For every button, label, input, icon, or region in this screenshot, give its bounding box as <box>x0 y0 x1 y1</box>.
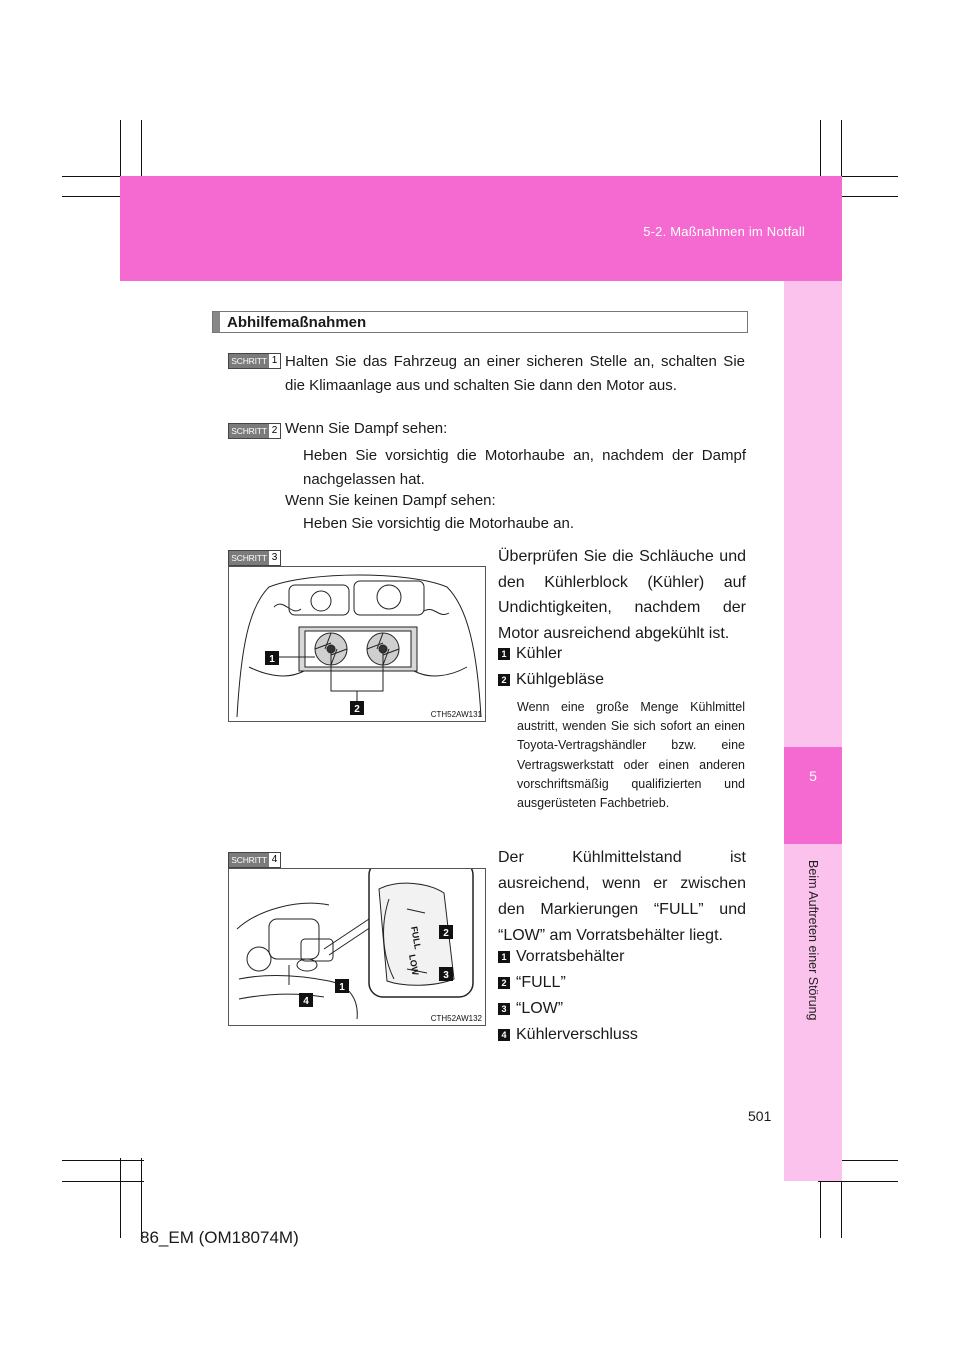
step-badge-2 <box>228 423 281 439</box>
note-text: Wenn eine große Menge Kühlmittel austritt, wenden Sie sich sofort an einen Toyota-Vertragshändler bzw. eine Vertragswerkstatt oder einen anderen vorschriftsmäßig qualifizierten und ausgerüsteten Fachbetrieb. <box>517 700 745 811</box>
legend-number: 2 <box>498 674 510 686</box>
reservoir-figure <box>228 868 486 1026</box>
crop-mark <box>818 1181 898 1182</box>
legend-item <box>498 1026 638 1044</box>
legend-label: Kühlerverschluss <box>516 1026 638 1043</box>
figure-code: CTH52AW131 <box>430 710 482 719</box>
step-2-label-b: Wenn Sie keinen Dampf sehen: <box>285 492 496 509</box>
legend-item <box>498 948 625 966</box>
svg-text:3: 3 <box>443 970 449 981</box>
legend-item <box>498 1000 563 1018</box>
remedy-heading: Abhilfemaßnahmen <box>227 314 367 331</box>
chapter-number: 5 <box>809 768 817 784</box>
crop-mark <box>62 1160 144 1161</box>
legend-number: 1 <box>498 648 510 660</box>
step-number: 1 <box>269 354 280 368</box>
document-code: 86_EM (OM18074M) <box>140 1228 299 1247</box>
side-tab-active <box>784 747 842 844</box>
engine-bay-illustration <box>229 567 486 722</box>
legend-item <box>498 645 562 663</box>
step-word: SCHRITT <box>229 551 269 565</box>
reservoir-illustration <box>229 869 486 1026</box>
svg-text:1: 1 <box>339 982 345 993</box>
step-1-body: Halten Sie das Fahrzeug an einer sicheren Stelle an, schalten Sie die Klimaanlage aus und schalten Sie dann den Motor aus. <box>285 353 745 394</box>
legend-label: Kühlgebläse <box>516 671 605 688</box>
step-word: SCHRITT <box>229 853 269 867</box>
step-2-text-a: Heben Sie vorsichtig die Motorhaube an, nachdem der Dampf nachgelassen hat. <box>303 447 746 488</box>
radiator-figure <box>228 566 486 722</box>
svg-text:4: 4 <box>303 996 309 1007</box>
figure-code: CTH52AW132 <box>430 1014 482 1023</box>
step-number: 3 <box>269 551 280 565</box>
step-badge-1 <box>228 353 281 369</box>
step-number: 4 <box>269 853 280 867</box>
legend-item <box>498 671 604 689</box>
legend-number: 1 <box>498 951 510 963</box>
legend-label: Kühler <box>516 645 563 662</box>
heading-bar <box>213 312 220 332</box>
legend-label: “LOW” <box>516 1000 564 1017</box>
legend-label: Vorratsbehälter <box>516 948 625 965</box>
step-2-label-a: Wenn Sie Dampf sehen: <box>285 420 448 437</box>
remedy-heading-box <box>212 311 748 333</box>
step-word: SCHRITT <box>229 424 269 438</box>
svg-text:2: 2 <box>354 704 360 715</box>
legend-number: 2 <box>498 977 510 989</box>
section-title: 5-2. Maßnahmen im Notfall <box>643 224 805 239</box>
legend-label: “FULL” <box>516 974 566 991</box>
step-3-text: Überprüfen Sie die Schläuche und den Kühlerblock (Kühler) auf Undichtigkeiten, nachdem der Motor ausreichend abgekühlt ist. <box>498 548 746 642</box>
svg-text:2: 2 <box>443 928 449 939</box>
legend-number: 3 <box>498 1003 510 1015</box>
legend-number: 4 <box>498 1029 510 1041</box>
step-2-text-b: Heben Sie vorsichtig die Motorhaube an. <box>303 515 574 532</box>
side-tab-background <box>784 281 842 747</box>
step-badge-4 <box>228 852 281 868</box>
crop-mark <box>62 1181 144 1182</box>
crop-mark <box>141 1158 142 1238</box>
step-4-text: Der Kühlmittelstand ist ausreichend, wenn er zwischen den Markierungen “FULL” und “LOW” am Vorratsbehälter liegt. <box>498 849 746 944</box>
step-1-text <box>285 350 745 398</box>
low-mark: LOW <box>407 953 421 977</box>
full-mark: FULL <box>409 925 423 950</box>
crop-mark <box>120 1158 121 1238</box>
step-word: SCHRITT <box>229 354 269 368</box>
step-number: 2 <box>269 424 280 438</box>
legend-item <box>498 974 566 992</box>
step-badge-3 <box>228 550 281 566</box>
page-number: 501 <box>748 1108 772 1124</box>
svg-text:1: 1 <box>269 654 275 665</box>
chapter-title: Beim Auftreten einer Störung <box>806 860 820 1021</box>
